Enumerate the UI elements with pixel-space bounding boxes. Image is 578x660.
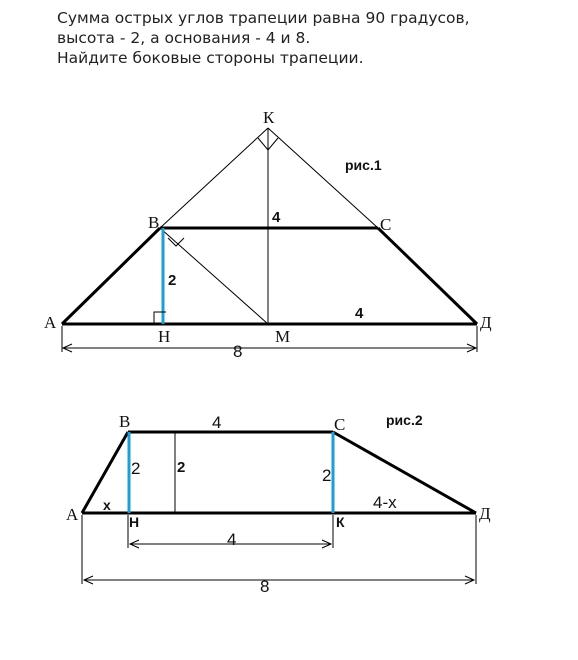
line-kc — [268, 128, 378, 228]
caption-fig2: рис.2 — [386, 412, 423, 428]
top-base-label-fig2: 4 — [212, 413, 222, 432]
label-h: Н — [158, 327, 171, 346]
label-h-2: Н — [129, 514, 140, 530]
problem-line-3: Найдите боковые стороны трапеции. — [57, 49, 364, 67]
label-k: К — [263, 108, 275, 127]
label-c-2: С — [334, 415, 346, 434]
x-label-fig2: x — [103, 497, 111, 513]
label-c: С — [380, 215, 392, 234]
problem-line-1: Сумма острых углов трапеции равна 90 градусов, — [57, 9, 470, 27]
hk-label-fig2: 4 — [227, 530, 237, 549]
side-cd-2 — [333, 432, 476, 513]
height-mid-label-fig2: 2 — [177, 459, 186, 476]
figure-1 — [44, 108, 492, 361]
height-ck-label-fig2: 2 — [322, 466, 332, 485]
caption-fig1: рис.1 — [345, 157, 382, 173]
bottom-base-label-fig1: 8 — [233, 342, 243, 361]
figure-2 — [66, 412, 491, 596]
kd-label-fig2: 4-x — [373, 493, 397, 512]
label-d: Д — [480, 313, 492, 332]
label-a-2: А — [66, 505, 79, 524]
height-bh-label-fig2: 2 — [131, 459, 141, 478]
side-cd — [378, 228, 477, 324]
label-k-2: К — [336, 514, 345, 530]
md-label-fig1: 4 — [355, 305, 364, 322]
problem-line-2: высота - 2, а основания - 4 и 8. — [57, 29, 311, 47]
label-b: В — [148, 213, 160, 232]
label-a: А — [44, 313, 57, 332]
bottom-base-label-fig2: 8 — [260, 577, 270, 596]
label-d-2: Д — [479, 504, 491, 523]
label-b-2: В — [119, 412, 131, 431]
label-m: М — [275, 327, 291, 346]
top-base-label-fig1: 4 — [272, 209, 281, 226]
line-bk — [160, 128, 268, 228]
height-label-fig1: 2 — [168, 272, 177, 289]
side-ab — [62, 228, 160, 324]
